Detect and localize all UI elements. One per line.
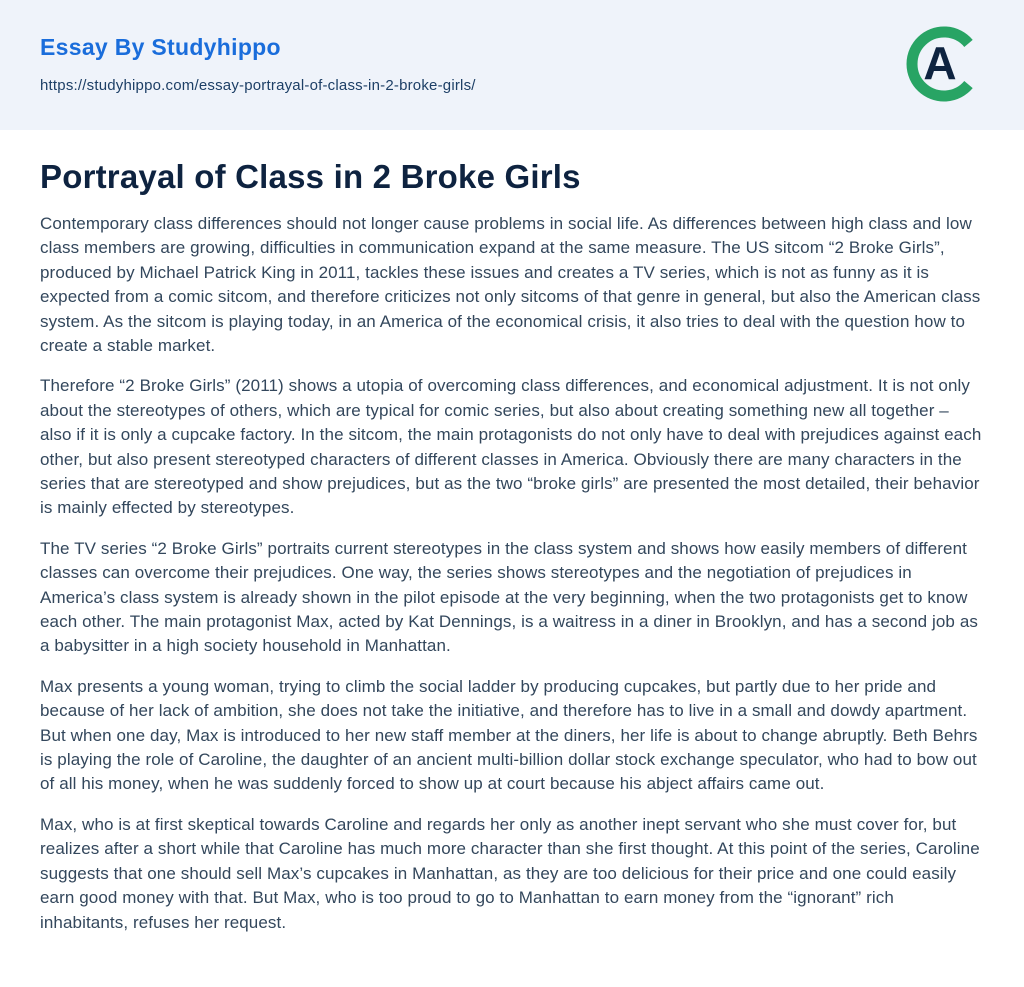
essay-url-link[interactable]: https://studyhippo.com/essay-portrayal-of-class-in-2-broke-girls/: [40, 76, 476, 94]
brand-title: Essay By Studyhippo: [40, 34, 281, 61]
essay-paragraph: Contemporary class differences should not longer cause problems in social life. As differences between high class and low class members are growing, difficulties in communication expand at the same measure. The US sitcom “2 Broke Girls”, produced by Michael Patrick King in 2011, tackles these issues and creates a TV series, which is not as funny as it is expected from a comic sitcom, and therefore criticizes not only sitcoms of that genre in general, but also the American class system. As the sitcom is playing today, in an America of the economical crisis, it also tries to deal with the question how to create a stable market.: [40, 213, 981, 355]
essay-title: Portrayal of Class in 2 Broke Girls: [40, 158, 581, 195]
site-header: [0, 0, 1024, 130]
essay-paragraph: Therefore “2 Broke Girls” (2011) shows a utopia of overcoming class differences, and economical adjustment. It is not only about the stereotypes of others, which are typical for comic series, but also about creating something new all together – also if it is only a cupcake factory. In the sitcom, the main protagonists do not only have to deal with prejudices against each other, but also present stereotyped characters of different classes in America. Obviously there are many characters in the series that are stereotyped and show prejudices, but as the two “broke girls” are presented the most detailed, their behavior is mainly effected by stereotypes.: [40, 376, 982, 518]
essay-paragraph: Max presents a young woman, trying to climb the social ladder by producing cupcakes, but partly due to her pride and because of her lack of ambition, she does not take the initiative, and therefore has to live in a small and dowdy apartment. But when one day, Max is introduced to her new staff member at the diners, her life is about to change abruptly. Beth Behrs is playing the role of Caroline, the daughter of an ancient multi-billion dollar stock exchange speculator, who had to bow out of all his money, when he was suddenly forced to show up at court because his abject affairs came out.: [40, 676, 978, 794]
essay-paragraph: Max, who is at first skeptical towards Caroline and regards her only as another inept servant who she must cover for, but realizes after a short while that Caroline has much more character than she first thought. At this point of the series, Caroline suggests that one should sell Max’s cupcakes in Manhattan, as they are too delicious for their price and one could easily earn good money with that. But Max, who is too proud to go to Manhattan to earn money from the “ignorant” rich inhabitants, refuses her request.: [40, 814, 980, 932]
essay-content: [0, 158, 1024, 935]
essay-paragraph: The TV series “2 Broke Girls” portraits current stereotypes in the class system and shows how easily members of different classes can overcome their prejudices. One way, the series shows stereotypes and the negotiation of prejudices in America’s class system is already shown in the pilot episode at the very beginning, when the two protagonists get to know each other. The main protagonist Max, acted by Kat Dennings, is a waitress in a diner in Brooklyn, and has a second job as a babysitter in a high society household in Manhattan.: [40, 538, 978, 656]
header-text-block: [40, 34, 476, 94]
studyhippo-logo-icon: [904, 24, 984, 104]
logo-letter: A: [923, 37, 957, 89]
essay-body: [40, 212, 984, 935]
